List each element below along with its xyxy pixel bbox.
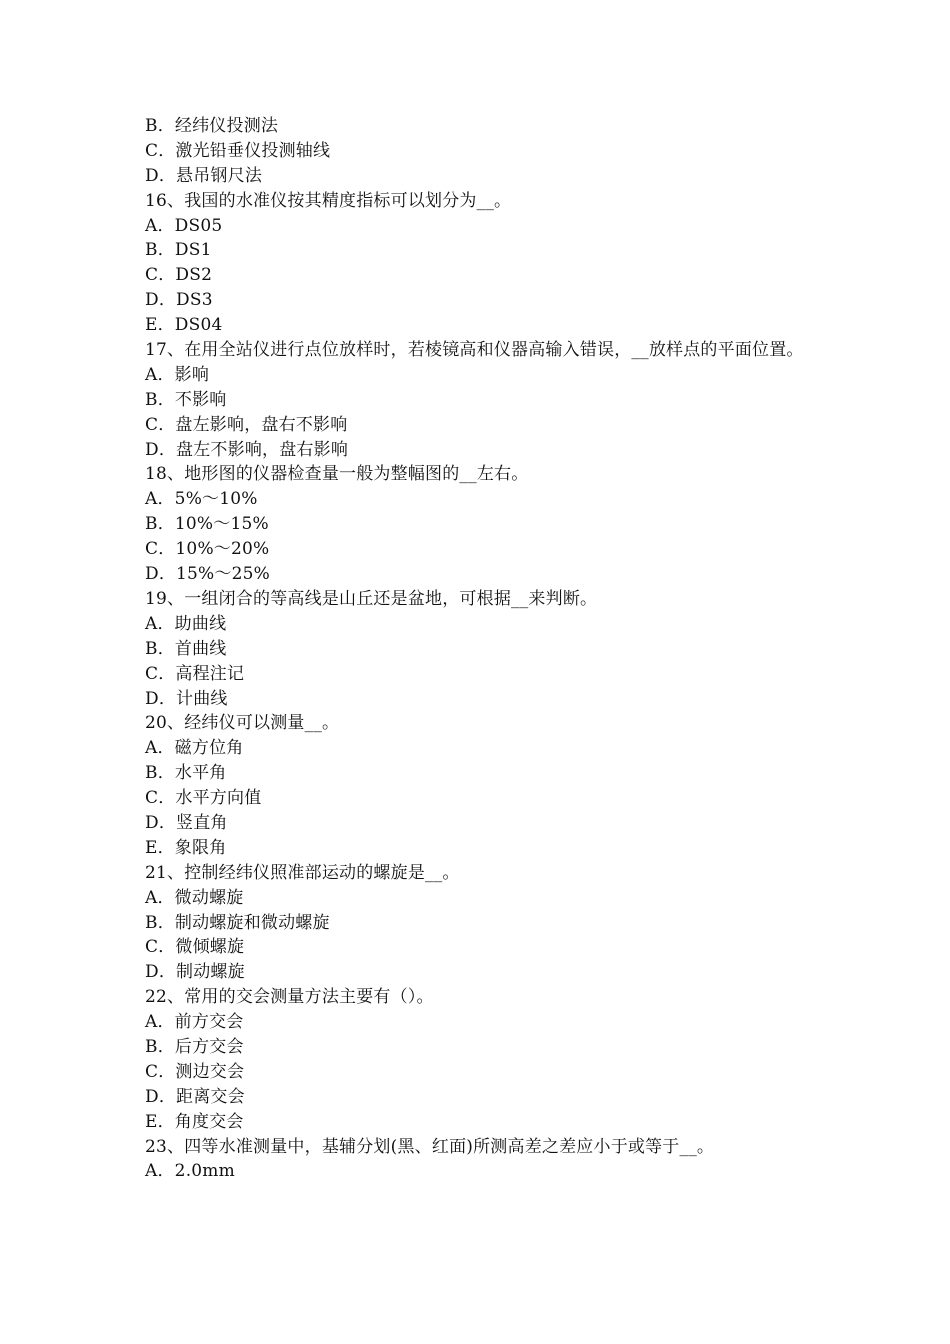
option-b: B．后方交会 (145, 1036, 244, 1057)
option-c: C．测边交会 (145, 1061, 245, 1082)
option-b: B．经纬仪投测法 (145, 116, 279, 136)
option-a: A．微动螺旋 (145, 887, 244, 908)
option-a: A．影响 (145, 364, 210, 385)
question-22: 22、常用的交会测量方法主要有（）。 (145, 987, 434, 1008)
option-c: C．盘左影响，盘右不影响 (145, 414, 348, 435)
question-20: 20、经纬仪可以测量__。 (145, 713, 340, 734)
question-16: 16、我国的水准仪按其精度指标可以划分为__。 (145, 190, 512, 211)
option-a: A．磁方位角 (145, 738, 244, 759)
option-a: A．DS05 (145, 215, 223, 236)
option-c: C．微倾螺旋 (145, 937, 245, 958)
option-b: B．制动螺旋和微动螺旋 (145, 912, 330, 933)
option-a: A．2.0mm (145, 1161, 235, 1182)
question-23: 23、四等水准测量中，基辅分划(黑、红面)所测高差之差应小于或等于__。 (145, 1136, 715, 1157)
option-c: C．激光铅垂仪投测轴线 (145, 140, 331, 161)
option-b: B．10%～15% (145, 514, 269, 535)
question-21: 21、控制经纬仪照准部运动的螺旋是__。 (145, 862, 460, 883)
document-page (145, 114, 825, 1184)
option-a: A．前方交会 (145, 1012, 244, 1033)
option-b: B．首曲线 (145, 638, 227, 659)
option-b: B．不影响 (145, 389, 227, 410)
option-d: D．盘左不影响，盘右影响 (145, 439, 349, 460)
option-d: D．竖直角 (145, 812, 228, 833)
option-d: D．计曲线 (145, 688, 228, 709)
option-c: C．水平方向值 (145, 788, 262, 809)
option-d: D．制动螺旋 (145, 962, 245, 983)
question-18: 18、地形图的仪器检查量一般为整幅图的__左右。 (145, 464, 529, 485)
option-a: A．助曲线 (145, 613, 227, 634)
option-e: E．角度交会 (145, 1111, 244, 1132)
option-d: D．DS3 (145, 290, 213, 311)
option-d: D．距离交会 (145, 1086, 245, 1107)
option-e: E．象限角 (145, 837, 227, 858)
option-e: E．DS04 (145, 315, 223, 336)
option-c: C．高程注记 (145, 663, 245, 684)
option-a: A．5%～10% (145, 489, 258, 510)
option-c: C．DS2 (145, 265, 213, 286)
option-d: D．15%～25% (145, 564, 271, 585)
option-d: D．悬吊钢尺法 (145, 165, 263, 186)
question-19: 19、一组闭合的等高线是山丘还是盆地，可根据__来判断。 (145, 588, 598, 609)
option-c: C．10%～20% (145, 539, 270, 560)
option-b: B．水平角 (145, 763, 227, 784)
question-17: 17、在用全站仪进行点位放样时，若棱镜高和仪器高输入错误，__放样点的平面位置。 (145, 340, 804, 361)
option-b: B．DS1 (145, 240, 212, 261)
